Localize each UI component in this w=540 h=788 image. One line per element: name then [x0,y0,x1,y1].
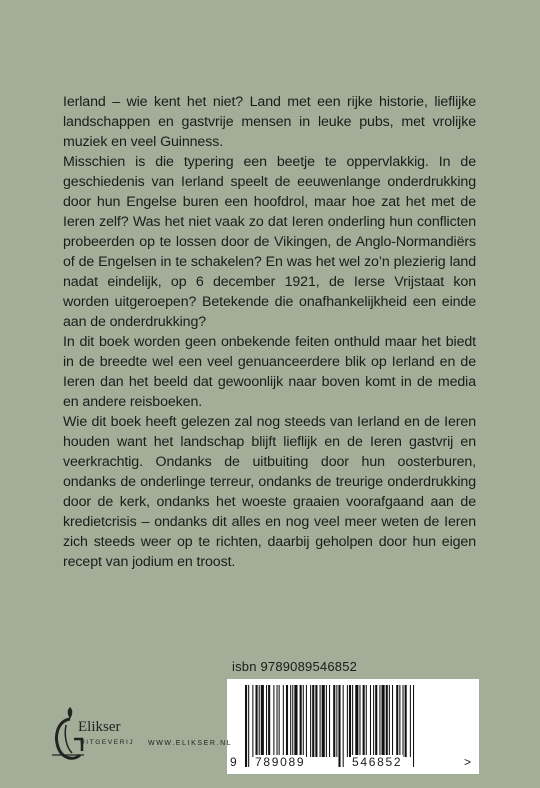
blurb-paragraph-3: In dit boek worden geen onbekende feiten onthuld maar het biedt in de breedte wel een veel genuanceerdere blik op Ierland en de Ieren dan het beeld dat gewoonlijk naar boven komt in de media en andere reisboeken. [63,334,476,410]
blurb-paragraph-1: Ierland – wie kent het niet? Land met een rijke historie, lieflijke landschappen en gastvrije mensen in leuke pubs, met vrolijke muziek en veel Guinness. [63,94,476,150]
barcode-digits-right: 546852 [352,755,403,769]
publisher-name: Elikser [78,719,121,735]
barcode-digits-left: 789089 [255,755,306,769]
publisher-subtitle: UITGEVERIJ [80,739,135,746]
barcode-quiet-mark: > [464,755,473,769]
back-cover-blurb [63,92,476,572]
isbn-label: isbn 9789089546852 [232,659,358,674]
blurb-paragraph-2: Misschien is die typering een beetje te oppervlakkig. In de geschiedenis van Ierland speelt de eeuwenlange onderdrukking door hun Engelse buren een hoofdrol, maar hoe zat het met de Ieren zelf? Was het niet vaak zo dat Ieren onderling hun conflicten probeerden op te lossen door de Vikingen, de Anglo-Normandiërs of de Engelsen in te schakelen? En was het wel zo’n plezierig land nadat eindelijk, op 6 december 1921, de Ierse Vrijstaat kon worden uitgeroepen? Betekende die onafhankelijkheid een einde aan de onderdrukking? [63,154,476,330]
barcode [227,679,479,774]
blurb-paragraph-4: Wie dit boek heeft gelezen zal nog steeds van Ierland en de Ieren houden want het landschap blijft lieflijk en de Ieren gastvrij en veerkrachtig. Ondanks de uitbuiting door hun oosterburen, ondanks de onderlinge terreur, ondanks de treurige onderdrukking door de kerk, ondanks het woeste graaien voorafgaand aan de kredietcrisis – ondanks dit alles en nog veel meer weten de Ieren zich steeds weer op te richten, daarbij geholpen door hun eigen recept van jodium en troost. [63,414,476,570]
barcode-digit-lead: 9 [230,755,239,769]
publisher-website: WWW.ELIKSER.NL [148,740,233,747]
